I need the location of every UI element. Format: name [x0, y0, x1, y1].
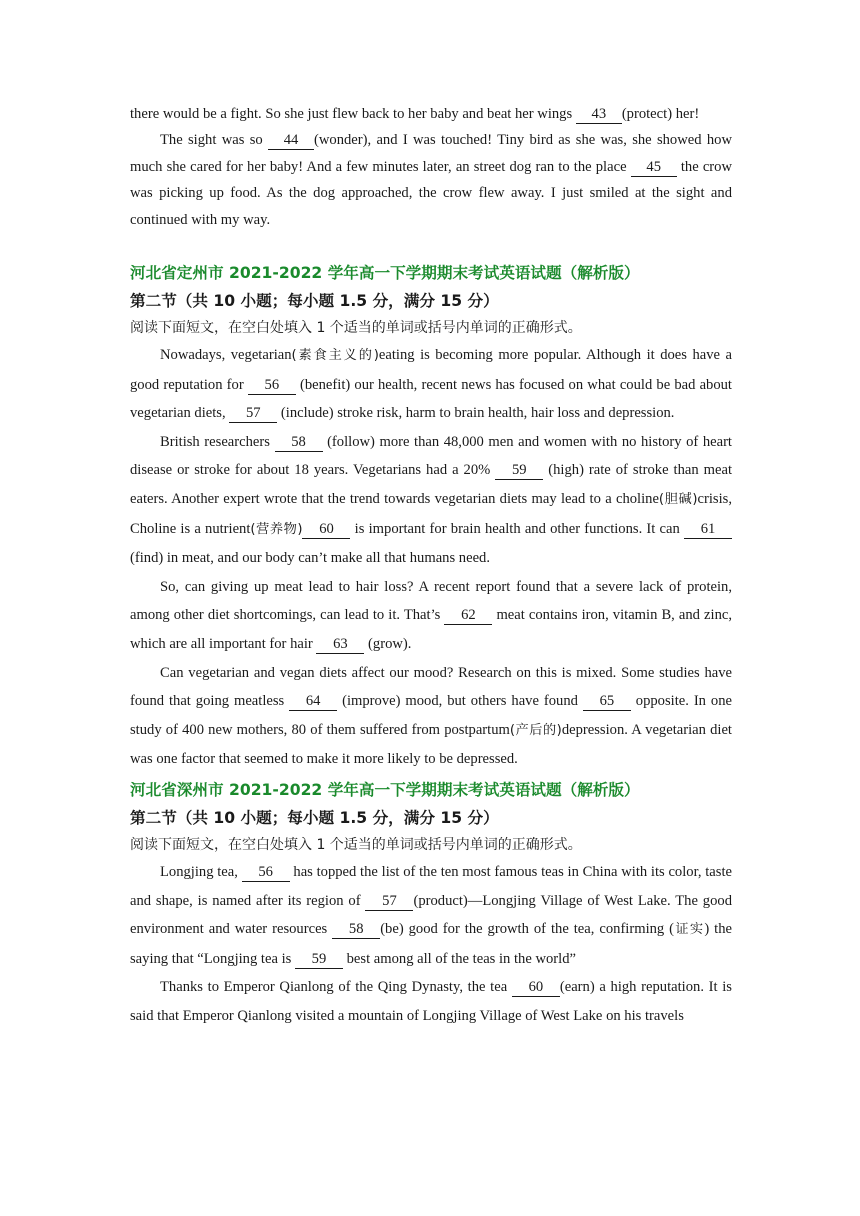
text: (high) rate of stroke than meat eaters. Another expert wrote that the trend towards vegetarian diets may lead to a choline	[130, 462, 732, 507]
text: Nowadays, vegetarian	[160, 347, 292, 364]
chinese-gloss: (胆碱)	[658, 492, 698, 507]
answer-blank-59[interactable]: 59	[495, 461, 543, 480]
chinese-gloss: (营养物)	[250, 521, 303, 537]
text: opposite. In one study of 400 new mothers, 80 of them suffered from postpartum	[130, 693, 732, 738]
text: eating is becoming more popular. Although it does have a good reputation for	[130, 347, 733, 393]
text: best among all of the teas in the world”	[342, 950, 576, 967]
text: depression. A vegetarian diet was one factor that seemed to make it more likely to be depressed.	[130, 721, 732, 768]
answer-blank-64[interactable]: 64	[289, 692, 337, 711]
text: has topped the list of the ten most famous teas in China with its color, taste and shape, is named after its region of	[130, 863, 732, 909]
text: ) the saying that “Longjing tea is	[130, 921, 733, 967]
chinese-gloss: (素食主义的)	[291, 348, 379, 364]
text: British researchers	[160, 433, 275, 450]
page-content	[130, 101, 732, 1031]
section-subtitle: 第二节（共 10 小题；每小题 1.5 分，满分 15 分）	[130, 292, 499, 311]
text: (follow) more than 48,000 men and women with no history of heart disease or stroke for about 18 years. Vegetarians had a 20%	[130, 433, 732, 479]
text: crisis, Choline is a nutrient	[130, 491, 732, 537]
paragraph	[130, 659, 732, 774]
answer-blank-44[interactable]: 44	[268, 131, 314, 150]
text: is important for brain health and other functions. It can	[350, 520, 684, 537]
answer-blank-63[interactable]: 63	[316, 635, 364, 654]
text: Can vegetarian and vegan diets affect our mood? Research on this is mixed. Some studies have found that going meatless	[130, 664, 732, 710]
exam-title-shenzhou: 河北省深州市 2021-2022 学年高一下学期期末考试英语试题（解析版）	[130, 780, 640, 799]
instruction: 阅读下面短文，在空白处填入 1 个适当的单词或括号内单词的正确形式。	[130, 320, 582, 337]
text: The sight was so	[160, 132, 268, 149]
answer-blank-59[interactable]: 59	[295, 950, 343, 969]
exam-title-dingzhou: 河北省定州市 2021-2022 学年高一下学期期末考试英语试题（解析版）	[130, 264, 640, 283]
answer-blank-56[interactable]: 56	[248, 376, 296, 395]
answer-blank-57[interactable]: 57	[229, 404, 277, 423]
answer-blank-58[interactable]: 58	[332, 920, 380, 939]
text: So, can giving up meat lead to hair loss? A recent report found that a severe lack of protein, among other diet shortcomings, can lead to it. That’s	[130, 578, 732, 624]
answer-blank-61[interactable]: 61	[684, 520, 732, 539]
text: (product)—Longjing Village of West Lake. The good environment and water resources	[130, 892, 732, 938]
paragraph	[130, 858, 732, 973]
text: (grow).	[364, 635, 412, 652]
text: meat contains iron, vitamin B, and zinc, which are all important for hair	[130, 607, 732, 652]
section-subtitle: 第二节（共 10 小题；每小题 1.5 分，满分 15 分）	[130, 808, 499, 827]
text: (be) good for the growth of the tea, confirming (	[380, 921, 675, 938]
answer-blank-60[interactable]: 60	[512, 978, 560, 997]
chinese-gloss: (产后的)	[509, 722, 562, 738]
answer-blank-43[interactable]: 43	[576, 105, 622, 124]
text: (find) in meat, and our body can’t make all that humans need.	[130, 550, 491, 567]
text: Longjing tea,	[160, 863, 242, 880]
answer-blank-57[interactable]: 57	[365, 892, 413, 911]
text: (benefit) our health, recent news has focused on what could be bad about vegetarian diets,	[130, 376, 732, 422]
text: (earn) a high reputation. It is said that Emperor Qianlong visited a mountain of Longjing Village of West Lake on his travels	[130, 979, 732, 1024]
paragraph	[130, 573, 732, 659]
spacer	[130, 233, 732, 259]
paragraph	[130, 428, 732, 573]
chinese-gloss: 证实	[674, 922, 705, 938]
text: (improve) mood, but others have found	[337, 693, 583, 710]
text: (protect) her!	[621, 106, 700, 122]
answer-blank-62[interactable]: 62	[444, 606, 492, 625]
text: Thanks to Emperor Qianlong of the Qing Dynasty, the tea	[160, 979, 512, 996]
answer-blank-58[interactable]: 58	[275, 433, 323, 452]
answer-blank-45[interactable]: 45	[631, 158, 677, 177]
text: there would be a fight. So she just flew back to her baby and beat her wings	[130, 106, 576, 122]
paragraph	[130, 341, 732, 428]
text: the crow was picking up food. As the dog approached, the crow flew away. I just smiled at the sight and continued with my way.	[130, 158, 732, 228]
paragraph	[130, 973, 732, 1030]
answer-blank-60[interactable]: 60	[302, 520, 350, 539]
paragraph	[130, 127, 732, 233]
answer-blank-56[interactable]: 56	[242, 863, 290, 882]
text: (wonder), and I was touched! Tiny bird as she was, she showed how much she cared for her baby! And a few minutes later, an street dog ran to the place	[130, 132, 732, 175]
answer-blank-65[interactable]: 65	[583, 692, 631, 711]
paragraph	[130, 101, 732, 127]
text: (include) stroke risk, harm to brain health, hair loss and depression.	[277, 405, 675, 422]
instruction: 阅读下面短文，在空白处填入 1 个适当的单词或括号内单词的正确形式。	[130, 836, 582, 853]
